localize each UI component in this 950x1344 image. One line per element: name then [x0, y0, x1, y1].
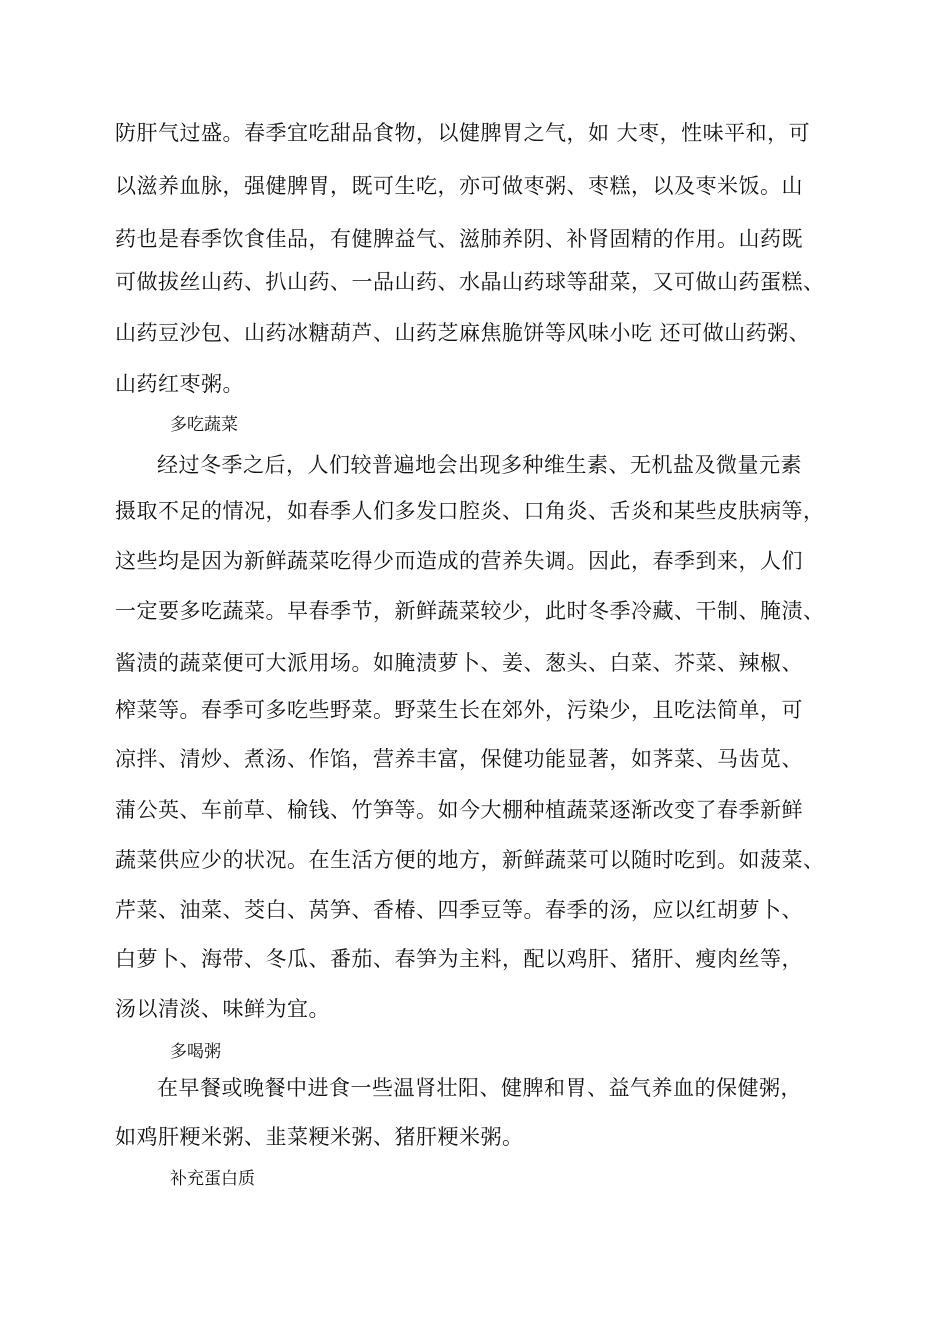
- paragraph-line: 山药红枣粥。: [115, 372, 244, 396]
- paragraph-line: 芹菜、油菜、茭白、莴笋、香椿、四季豆等。春季的汤，应以红胡萝卜、: [115, 898, 803, 922]
- paragraph-line: 蔬菜供应少的状况。在生活方便的地方，新鲜蔬菜可以随时吃到。如菠菜、: [115, 848, 825, 872]
- paragraph-line: 可做拔丝山药、扒山药、一品山药、水晶山药球等甜菜，又可做山药蛋糕、: [115, 270, 825, 294]
- paragraph-line: 药也是春季饮食佳品，有健脾益气、滋肺养阴、补肾固精的作用。山药既: [115, 227, 803, 251]
- paragraph-line: 榨菜等。春季可多吃些野菜。野菜生长在郊外，污染少，且吃法简单，可: [115, 698, 803, 722]
- paragraph-line: 如鸡肝粳米粥、韭菜粳米粥、猪肝粳米粥。: [115, 1125, 524, 1149]
- paragraph-line: 山药豆沙包、山药冰糖葫芦、山药芝麻焦脆饼等风味小吃 还可做山药粥、: [115, 321, 811, 345]
- paragraph-line: 蒲公英、车前草、榆钱、竹笋等。如今大棚种植蔬菜逐渐改变了春季新鲜: [115, 798, 803, 822]
- paragraph-line: 经过冬季之后，人们较普遍地会出现多种维生素、无机盐及微量元素: [157, 453, 802, 477]
- paragraph-line: 这些均是因为新鲜蔬菜吃得少而造成的营养失调。因此，春季到来，人们: [115, 549, 803, 573]
- paragraph-line: 汤以清淡、味鲜为宜。: [115, 997, 330, 1021]
- paragraph-line: 在早餐或晚餐中进食一些温肾壮阳、健脾和胃、益气养血的保健粥，: [157, 1076, 802, 1100]
- paragraph-line: 以滋养血脉，强健脾胃，既可生吃，亦可做枣粥、枣糕，以及枣米饭。山: [115, 174, 803, 198]
- paragraph-line: 酱渍的蔬菜便可大派用场。如腌渍萝卜、姜、葱头、白菜、芥菜、辣椒、: [115, 651, 803, 675]
- paragraph-line: 白萝卜、海带、冬瓜、番茄、春笋为主料，配以鸡肝、猪肝、瘦肉丝等，: [115, 947, 803, 971]
- paragraph-line: 一定要多吃蔬菜。早春季节，新鲜蔬菜较少，此时冬季冷藏、干制、腌渍、: [115, 599, 825, 623]
- section-heading-protein: 补充蛋白质: [170, 1169, 255, 1189]
- section-heading-vegetables: 多吃蔬菜: [170, 415, 238, 435]
- section-heading-congee: 多喝粥: [170, 1042, 221, 1062]
- paragraph-line: 凉拌、清炒、煮汤、作馅，营养丰富，保健功能显著，如荠菜、马齿苋、: [115, 747, 803, 771]
- paragraph-line: 摄取不足的情况，如春季人们多发口腔炎、口角炎、舌炎和某些皮肤病等，: [115, 499, 825, 523]
- paragraph-line: 防肝气过盛。春季宜吃甜品食物，以健脾胃之气，如 大枣，性味平和，可: [115, 121, 811, 145]
